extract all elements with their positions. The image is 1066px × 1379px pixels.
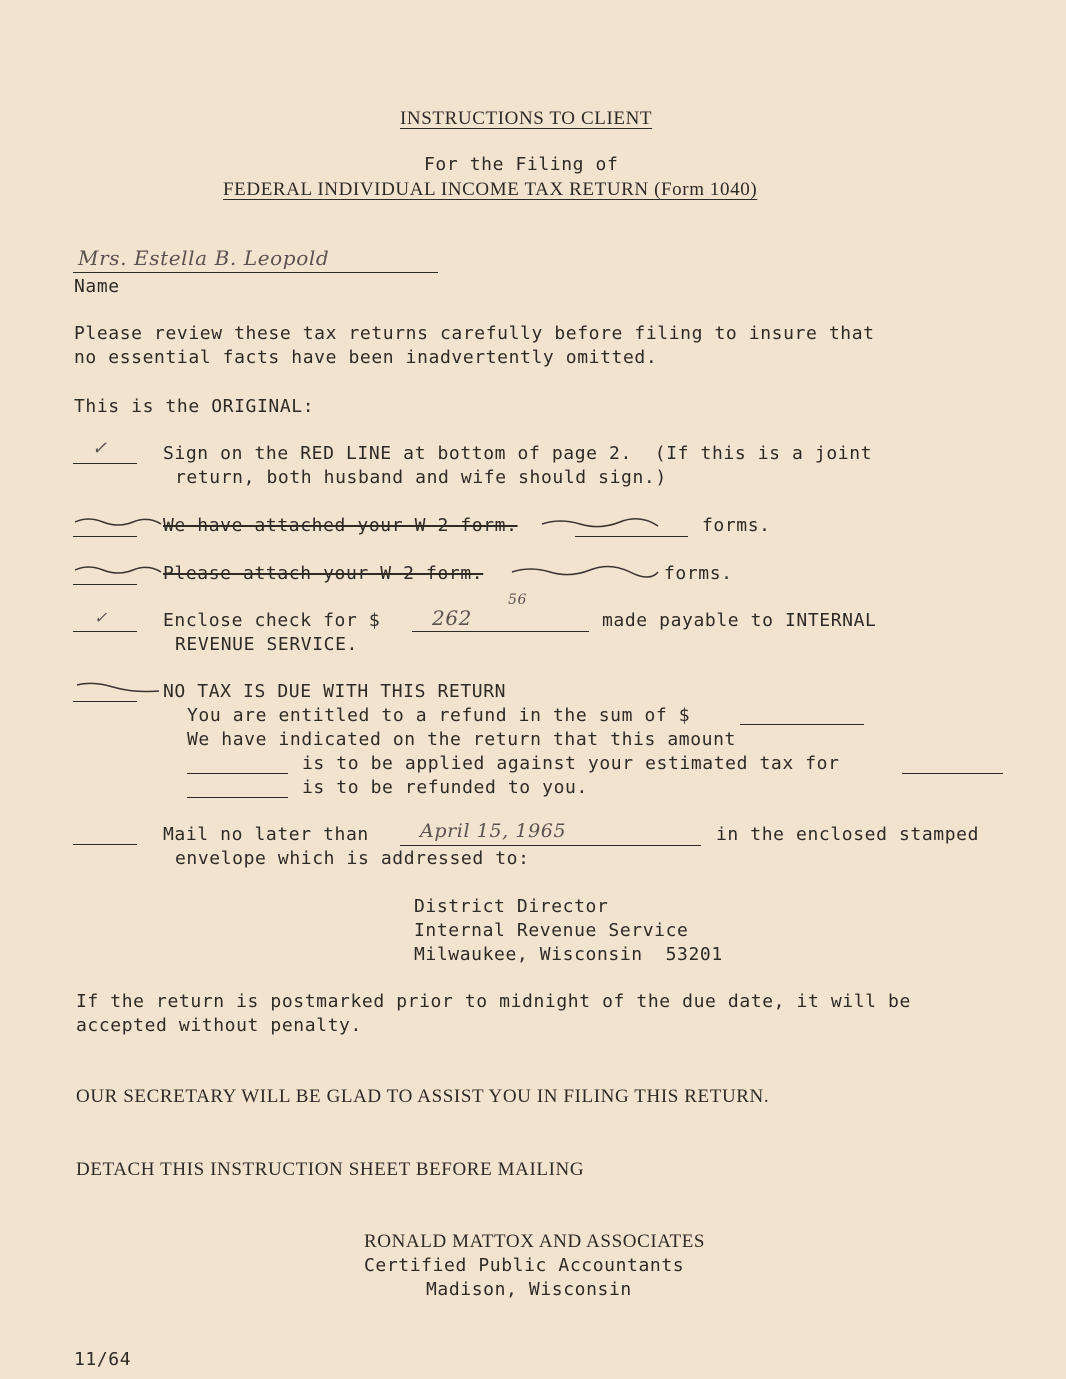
firm-name: RONALD MATTOX AND ASSOCIATES bbox=[364, 1231, 706, 1252]
enclose-cents: 56 bbox=[508, 592, 528, 608]
sign-check-mark: ✓ bbox=[92, 438, 108, 459]
intro-line-1: Please review these tax returns carefully before filing to insure that bbox=[74, 323, 875, 344]
postmark-line-1: If the return is postmarked prior to midnight of the due date, it will be bbox=[76, 991, 911, 1012]
enclose-check-line bbox=[73, 631, 137, 632]
firm-title: Certified Public Accountants bbox=[364, 1255, 685, 1276]
detach-note: DETACH THIS INSTRUCTION SHEET BEFORE MAILING bbox=[76, 1159, 585, 1180]
enclose-amount-line bbox=[412, 631, 589, 632]
name-line bbox=[73, 272, 438, 273]
no-tax-blank bbox=[73, 701, 137, 702]
refund-line-1: You are entitled to a refund in the sum of $ bbox=[187, 705, 691, 726]
refunded-text: is to be refunded to you. bbox=[302, 777, 588, 798]
enclose-line-2: REVENUE SERVICE. bbox=[175, 634, 358, 655]
mail-date-line bbox=[400, 845, 701, 846]
no-tax-squiggle bbox=[73, 677, 163, 697]
document-title: INSTRUCTIONS TO CLIENT bbox=[400, 108, 653, 129]
mail-line-2: envelope which is addressed to: bbox=[175, 848, 530, 869]
w2-attach-squiggle-2 bbox=[510, 560, 660, 580]
intro-line-2: no essential facts have been inadvertently omitted. bbox=[74, 347, 658, 368]
applied-text: is to be applied against your estimated tax for bbox=[302, 753, 840, 774]
applied-blank bbox=[187, 773, 288, 774]
no-tax-text: NO TAX IS DUE WITH THIS RETURN bbox=[163, 681, 507, 702]
address-line-1: District Director bbox=[414, 896, 609, 917]
original-label: This is the ORIGINAL: bbox=[74, 396, 315, 417]
form-name: FEDERAL INDIVIDUAL INCOME TAX RETURN (Form 1040) bbox=[223, 179, 758, 200]
address-line-2: Internal Revenue Service bbox=[414, 920, 689, 941]
refund-line-2: We have indicated on the return that this amount bbox=[187, 729, 736, 750]
w2-attached-squiggle bbox=[73, 512, 163, 532]
enclose-prefix: Enclose check for $ bbox=[163, 610, 381, 631]
sign-line-1: Sign on the RED LINE at bottom of page 2. (If this is a joint bbox=[163, 443, 873, 464]
w2-attach-suffix: forms. bbox=[664, 563, 733, 584]
mail-suffix: in the enclosed stamped bbox=[716, 824, 980, 845]
w2-attached-suffix: forms. bbox=[702, 515, 771, 536]
w2-attached-blank bbox=[73, 536, 137, 537]
client-name-signature: Mrs. Estella B. Leopold bbox=[78, 246, 330, 270]
w2-attached-text: We have attached your W-2 form. bbox=[163, 515, 518, 536]
enclose-amount: 262 bbox=[432, 606, 472, 630]
postmark-line-2: accepted without penalty. bbox=[76, 1015, 362, 1036]
applied-year-line bbox=[902, 773, 1003, 774]
address-line-3: Milwaukee, Wisconsin 53201 bbox=[414, 944, 723, 965]
name-label: Name bbox=[74, 276, 120, 297]
w2-attached-squiggle-2 bbox=[540, 512, 660, 532]
mail-prefix: Mail no later than bbox=[163, 824, 369, 845]
enclose-suffix: made payable to INTERNAL bbox=[602, 610, 877, 631]
w2-attach-squiggle bbox=[73, 560, 163, 580]
enclose-check-mark: ✓ bbox=[94, 608, 109, 627]
firm-location: Madison, Wisconsin bbox=[426, 1279, 632, 1300]
w2-attach-text: Please attach your W-2 form. bbox=[163, 563, 484, 584]
secretary-note: OUR SECRETARY WILL BE GLAD TO ASSIST YOU IN FILING THIS RETURN. bbox=[76, 1086, 770, 1107]
refund-amount-line bbox=[740, 724, 864, 725]
refunded-blank bbox=[187, 797, 288, 798]
mail-date: April 15, 1965 bbox=[420, 820, 567, 842]
w2-attach-blank bbox=[73, 584, 137, 585]
sign-line-2: return, both husband and wife should sign.) bbox=[175, 467, 667, 488]
form-code: 11/64 bbox=[74, 1349, 132, 1370]
document-subtitle: For the Filing of bbox=[424, 154, 619, 175]
w2-attached-count-line bbox=[575, 536, 688, 537]
sign-check-line bbox=[73, 463, 137, 464]
mail-check-line bbox=[73, 844, 137, 845]
